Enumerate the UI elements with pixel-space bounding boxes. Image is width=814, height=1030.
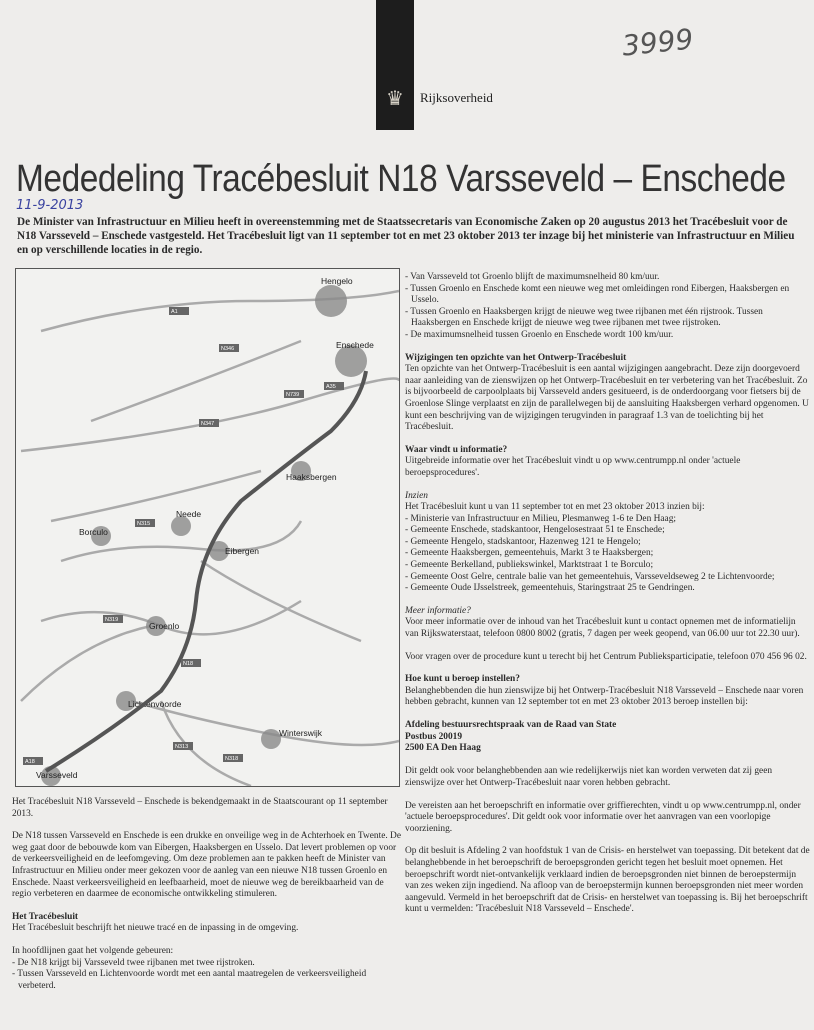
right-column [405,272,810,927]
road-label: A18 [25,759,35,765]
road-label: N313 [175,744,189,750]
road-line [201,561,361,641]
town-label: Groenlo [149,621,180,631]
section-heading: Hoe kunt u beroep instellen? [405,674,520,685]
paragraph: Voor meer informatie over de inhoud van het Tracébesluit kunt u contact opnemen met de informatielijn van Rijkswaterstaat, telefoon 0800 8002 (gratis, 7 dagen per week geopend, van 06.00 uur tot 22.30 uur). [405,617,800,640]
town-label: Hengelo [321,276,353,286]
list-item: - Gemeente Enschede, stadskantoor, Hengelosestraat 51 te Enschede; [405,525,665,536]
town-label: Winterswijk [279,728,322,738]
town-label: Enschede [336,340,374,350]
list-item: - Tussen Groenlo en Haaksbergen krijgt de nieuwe weg twee rijbanen met één rijstrook. Tussen Haaksbergen en Enschede krijgt de nieuwe weg twee rijbanen met twee rijstroken. [405,306,763,329]
intro-paragraph: De Minister van Infrastructuur en Milieu heeft in overeenstemming met de Staatssecretaris van Economische Zaken op 20 augustus 2013 het Tracébesluit voor de N18 Varsseveld – Enschede vastgesteld. Het Tracébesluit ligt van 11 september tot en met 23 oktober 2013 ter inzage bij het ministerie van Infrastructuur en Milieu en op verschillende locaties in de regio. [17,216,795,256]
handwritten-date: 11-9-2013 [16,198,84,213]
list-item: - Gemeente Berkelland, publiekswinkel, Marktstraat 1 te Borculo; [405,560,654,571]
section-heading: Wijzigingen ten opzichte van het Ontwerp-Tracébesluit [405,352,627,363]
road-label: A35 [326,384,336,390]
road-label: N346 [221,346,235,352]
road-label: N347 [201,421,215,427]
road-line [21,626,151,701]
town-label: Borculo [79,527,108,537]
list-item: - De maximumsnelheid tussen Groenlo en Enschede wordt 100 km/uur. [405,329,674,340]
paragraph: De N18 tussen Varsseveld en Enschede is een drukke en onveilige weg in de Achterhoek en Twente. De weg gaat door de bebouwde kom van Eibergen, Haaksbergen en Usselo. Dat levert problemen op voor de verkeersveiligheid en de leefomgeving. Om deze problemen aan te pakken heeft de Minister van Infrastructuur en Milieu onder meer gekozen voor de aanleg van een nieuwe N18 tussen Groenlo en Enschede. Naast verkeersveiligheid en leefbaarheid, moet de nieuwe weg de bereikbaarheid van de regio verbeteren en daarmee de economische ontwikkeling stimuleren. [12,831,401,900]
address-line: Postbus 20019 [405,731,463,742]
list-item: - Van Varsseveld tot Groenlo blijft de maximumsnelheid 80 km/uur. [405,272,660,282]
list-item: - De N18 krijgt bij Varsseveld twee rijbanen met twee rijstroken. [12,957,255,968]
location-list [405,514,810,595]
road-label: N319 [105,617,119,623]
list-item: - Gemeente Oude IJsselstreek, gemeentehuis, Staringstraat 25 te Gendringen. [405,583,695,594]
bullet-list [12,958,404,993]
town-area [261,729,281,749]
page-title: Mededeling Tracébesluit N18 Varsseveld – Enschede [16,158,786,200]
road-label: N315 [137,521,151,527]
town-area [315,285,347,317]
paragraph: Het Tracébesluit N18 Varsseveld – Enschede is bekendgemaakt in de Staatscourant op 11 september 2013. [12,797,388,819]
route-map [15,268,400,787]
address [405,720,810,755]
list-item: - Gemeente Haaksbergen, gemeentehuis, Markt 3 te Haaksbergen; [405,548,654,559]
town-label: Varsseveld [36,770,78,780]
town-label: Eibergen [225,546,260,556]
paragraph: Voor vragen over de procedure kunt u terecht bij het Centrum Publieksparticipatie, telefoon 070 456 96 02. [405,651,807,662]
paragraph: Dit geldt ook voor belanghebbenden aan wie redelijkerwijs niet kan worden verweten dat zij geen zienswijze over het Ontwerp-Tracébesluit naar voren hebben gebracht. [405,766,773,788]
left-column [12,797,404,1003]
list-item: - Tussen Varsseveld en Lichtenvoorde wordt met een aantal maatregelen de verkeersveiligheid verbeterd. [12,969,367,991]
town-label: Neede [176,509,202,519]
bullet-list [405,272,810,342]
address-line: Afdeling bestuursrechtspraak van de Raad van State [405,720,617,730]
section-heading: Waar vindt u informatie? [405,444,508,455]
subheading: Inzien [405,490,428,501]
map-svg [16,269,399,786]
paragraph: In hoofdlijnen gaat het volgende gebeuren: [12,945,174,956]
address-line: 2500 EA Den Haag [405,743,481,754]
road-label: N18 [183,661,194,667]
list-item: - Ministerie van Infrastructuur en Milieu, Plesmanweg 1-6 te Den Haag; [405,513,677,524]
n18-route [46,371,366,771]
town-area [171,516,191,536]
list-item: - Gemeente Hengelo, stadskantoor, Hazenweg 121 te Hengelo; [405,536,641,547]
list-item: - Gemeente Oost Gelre, centrale balie van het gemeentehuis, Varsseveldseweg 2 te Lichtenvoorde; [405,571,775,582]
paragraph: Het Tracébesluit beschrijft het nieuwe tracé en de inpassing in de omgeving. [12,923,299,934]
road-label: N739 [286,392,300,398]
town-label: Haaksbergen [286,472,337,482]
section-heading: Het Tracébesluit [12,911,79,922]
paragraph: Ten opzichte van het Ontwerp-Tracébesluit is een aantal wijzigingen aangebracht. Deze zijn doorgevoerd naar aanleiding van de zienswijzen op het Ontwerp-Tracébesluit en ter verbetering van het Tracébesluit. Zo is bijvoorbeeld de carpoolplaats bij Varsseveld anders gesitueerd, is de onderdoorgang voor fietsers bij de Groenlose Slinge verplaatst en zijn de parallelwegen bij de aansluiting Haaksbergen verhard opgenomen. U kunt een beschrijving van de wijzigingen terugvinden in paragraaf 1.3 van de toelichting bij het Tracébesluit. [405,364,809,433]
list-item: - Tussen Groenlo en Enschede komt een nieuwe weg met omleidingen rond Eibergen, Haaksbergen en Usselo. [405,283,790,306]
paragraph: Uitgebreide informatie over het Tracébesluit vindt u op www.centrumpp.nl onder 'actuele beroepsprocedures'. [405,456,741,478]
handwritten-number: 3999 [620,22,695,63]
paragraph: Het Tracébesluit kunt u van 11 september tot en met 23 oktober 2013 inzien bij: [405,502,705,513]
town-label: Lichtenvoorde [128,699,182,709]
subheading: Meer informatie? [405,605,471,616]
paragraph: Op dit besluit is Afdeling 2 van hoofdstuk 1 van de Crisis- en herstelwet van toepassing. Dit betekent dat de belanghebbende in het beroepschrift de beroepsgronden gericht tegen het besluit moet opnemen. Het beroepschrift wordt niet-ontvankelijk verklaard indien de beroepsgronden niet binnen de beroepstermijn van zes weken zijn ingediend. Na afloop van de beroepstermijn kunnen beroepsgronden niet meer worden aangevuld. Vermeld in het beroepschrift dat de Crisis- en herstelwet van toepassing is. Bij het beroepschrift kunt u vermelden: 'Tracébesluit N18 Varsseveld – Enschede'. [405,846,810,915]
paragraph: De vereisten aan het beroepschrift en informatie over griffierechten, vindt u op www.centrumpp.nl, onder 'actuele beroepsprocedures'. Dit geldt ook voor informatie over het aanvragen van een voorlopige voorziening. [405,800,801,834]
road-label: A1 [171,309,178,315]
paragraph: Belanghebbenden die hun zienswijze bij het Ontwerp-Tracébesluit N18 Varsseveld – Enschede naar voren hebben gebracht, kunnen van 12 september tot en met 23 oktober 2013 beroep instellen bij: [405,685,804,708]
brand-name: Rijksoverheid [420,90,493,105]
road-label: N318 [225,756,239,762]
royal-coat-of-arms-icon: ♛ [386,88,404,110]
